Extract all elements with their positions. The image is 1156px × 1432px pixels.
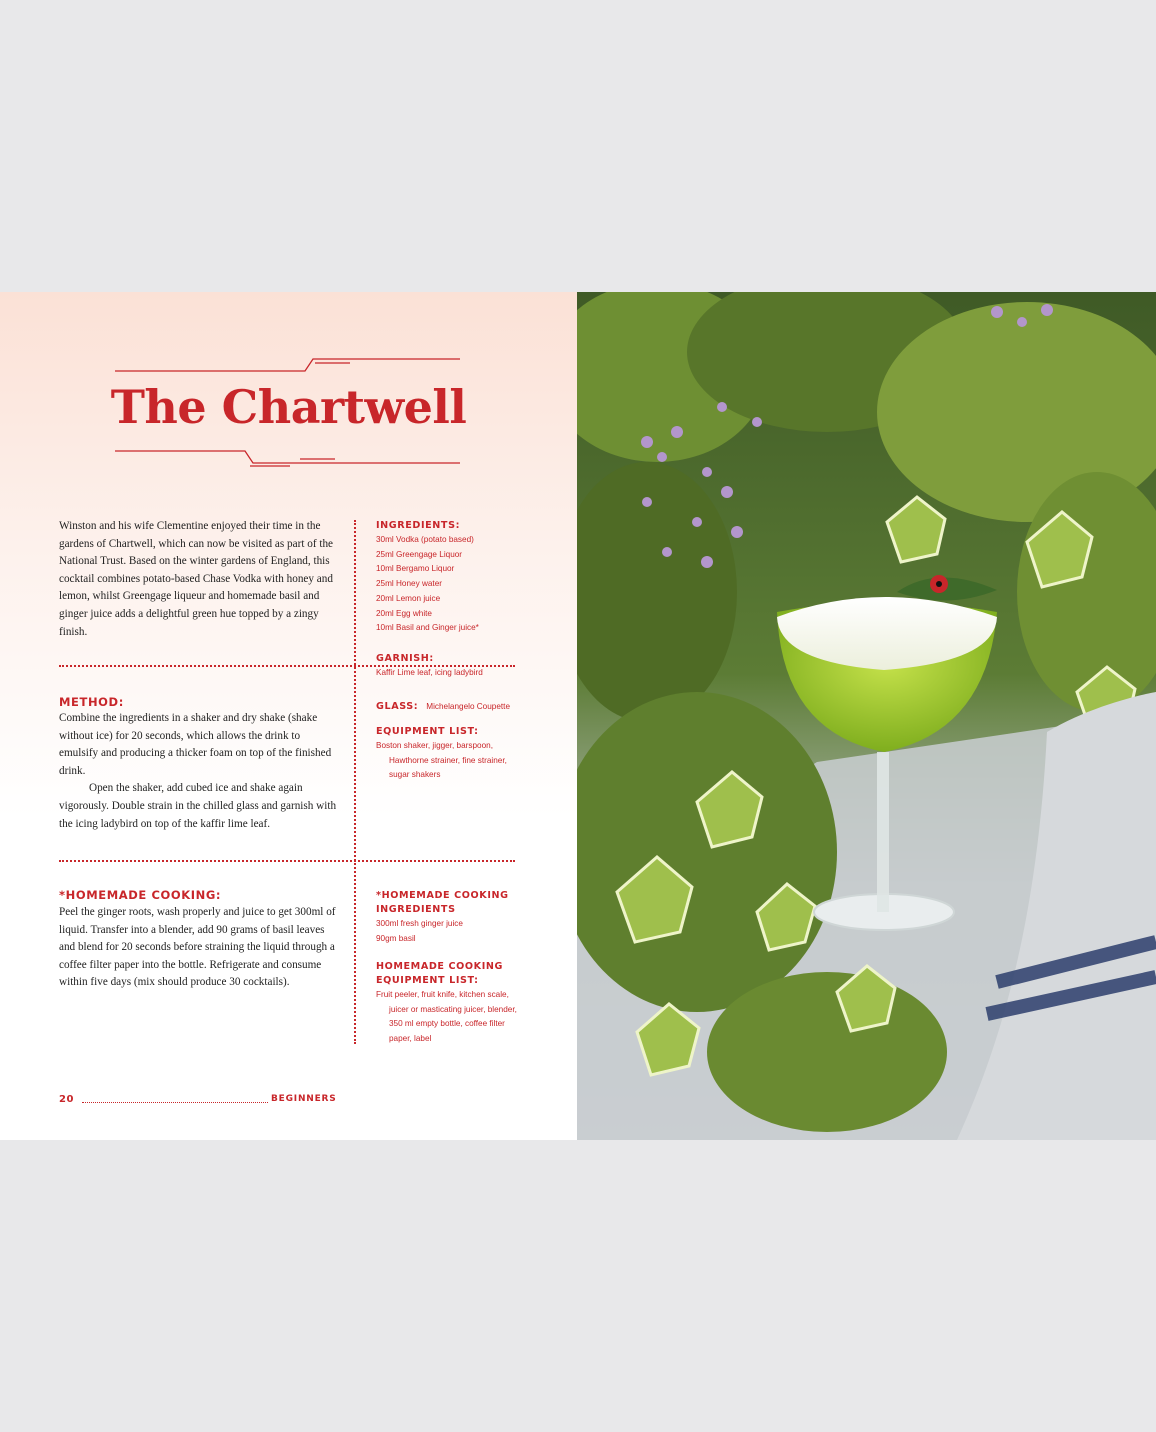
- homemade-ingredients-block: [376, 889, 526, 946]
- page-title: The Chartwell: [110, 380, 467, 434]
- garnish-block: [376, 652, 526, 681]
- homemade-equipment-heading: EQUIPMENT LIST:: [376, 975, 479, 986]
- homemade-equipment-text: Fruit peeler, fruit knife, kitchen scale, juicer or masticating juicer, blender, 350 ml empty bottle, coffee filter paper, label: [376, 990, 517, 1044]
- glass-block: [376, 696, 526, 715]
- homemade-heading: *HOMEMADE COOKING:: [59, 888, 222, 902]
- homemade-ingredient-item: 90gm basil: [376, 933, 416, 943]
- glass-text: Michelangelo Coupette: [426, 702, 510, 711]
- method-heading: METHOD:: [59, 695, 124, 709]
- homemade-ingredient-item: 300ml fresh ginger juice: [376, 919, 463, 928]
- glass-heading: GLASS:: [376, 701, 419, 712]
- homemade-body: Peel the ginger roots, wash properly and juice to get 300ml of liquid. Transfer into a blender, add 90 grams of basil leaves and blend for 20 seconds before straining the liquid through a coffee filter paper into the bottle. Refrigerate and consume within five days (mix should produce 30 cocktails).: [59, 906, 336, 989]
- book-spread: [0, 292, 1156, 1140]
- column-divider: [354, 520, 356, 1044]
- section-divider-2: [59, 860, 515, 862]
- ingredient-item: 25ml Honey water: [376, 579, 442, 589]
- method-body: [59, 710, 341, 833]
- equipment-block: [376, 725, 526, 783]
- method-paragraph: Open the shaker, add cubed ice and shake again vigorously. Double strain in the chilled glass and garnish with the icing ladybird on top of the kaffir lime leaf.: [59, 782, 337, 830]
- ingredient-item: 10ml Basil and Ginger juice*: [376, 623, 479, 633]
- ingredients-block: [376, 519, 526, 636]
- page-number: 20: [59, 1094, 75, 1105]
- intro-paragraph: Winston and his wife Clementine enjoyed their time in the gardens of Chartwell, which can now be visited as part of the National Trust. Based on the winter gardens of England, this cocktail combines potato-based Chase Vodka with honey and lemon, whilst Greengage liqueur and homemade basil and ginger juice adds a delightful green hue topped by a zingy finish.: [59, 520, 334, 638]
- left-page: [0, 292, 577, 1140]
- homemade-equipment-heading: HOMEMADE COOKING: [376, 961, 503, 972]
- equipment-text: Boston shaker, jigger, barspoon, Hawthorne strainer, fine strainer, sugar shakers: [376, 741, 507, 780]
- equipment-heading: EQUIPMENT LIST:: [376, 726, 479, 737]
- title-top-ornament: [115, 355, 460, 375]
- cocktail-photo: [577, 292, 1156, 1140]
- garnish-text: Kaffir Lime leaf, icing ladybird: [376, 668, 483, 677]
- section-label: BEGINNERS: [271, 1094, 337, 1104]
- ingredient-item: 30ml Vodka (potato based): [376, 535, 474, 544]
- ingredient-item: 10ml Bergamo Liquor: [376, 564, 455, 574]
- method-paragraph: Combine the ingredients in a shaker and dry shake (shake without ice) for 20 seconds, which allows the drink to emulsify and producing a thicker foam on top of the finished drink.: [59, 712, 332, 777]
- homemade-equipment-block: [376, 960, 526, 1047]
- ingredient-item: 25ml Greengage Liquor: [376, 549, 463, 559]
- homemade-ingredients-heading: *HOMEMADE COOKING: [376, 890, 509, 901]
- cocktail-photo-illustration: [577, 292, 1156, 1140]
- ingredient-item: 20ml Lemon juice: [376, 593, 441, 603]
- title-bottom-ornament: [115, 447, 460, 467]
- footer-dotted-rule: [82, 1102, 268, 1103]
- garnish-heading: GARNISH:: [376, 653, 434, 664]
- homemade-ingredients-heading: INGREDIENTS: [376, 904, 456, 915]
- ingredient-item: 20ml Egg white: [376, 608, 432, 618]
- ingredients-heading: INGREDIENTS:: [376, 520, 461, 531]
